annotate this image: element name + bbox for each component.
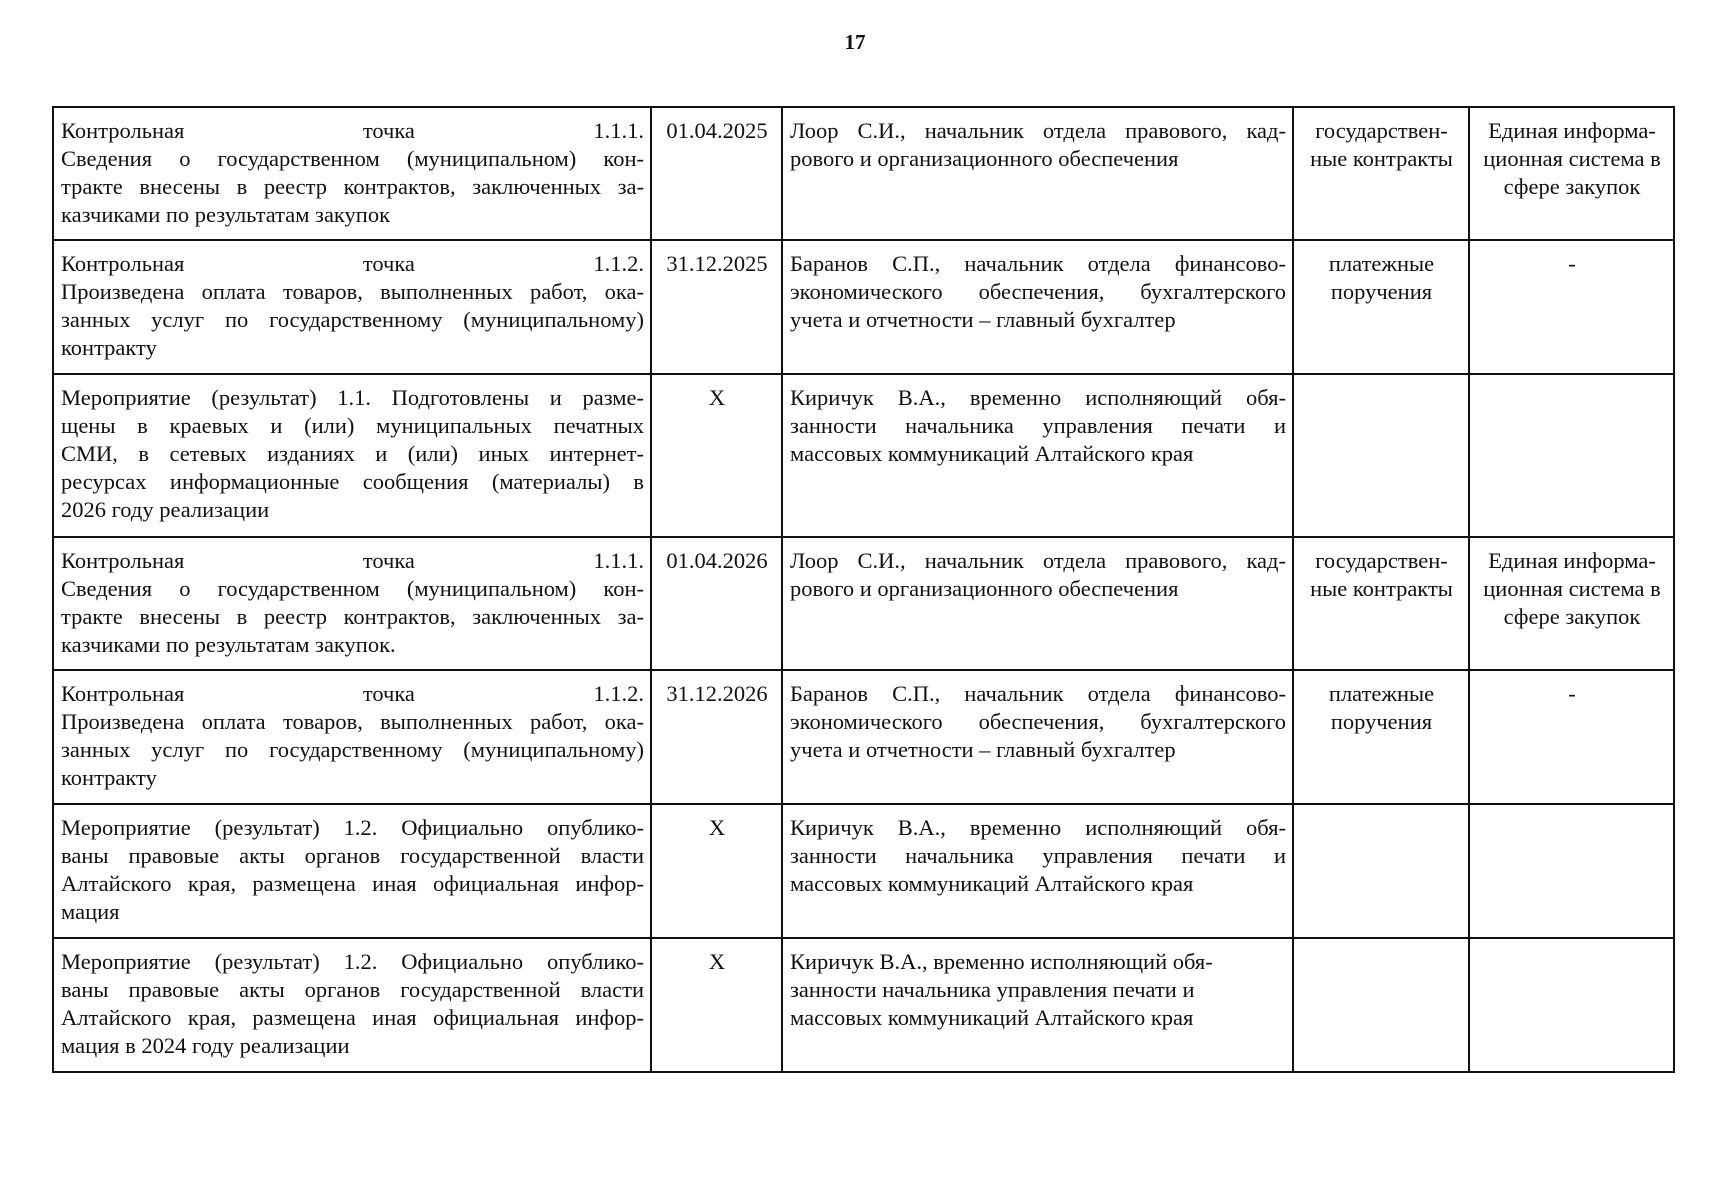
event-name-cell: [53, 804, 651, 938]
responsible-line: Киричук В.А., временно исполняющий обя-: [790, 949, 1213, 974]
deadline-cell: X: [651, 938, 782, 1072]
deadline-cell: 01.04.2026: [651, 537, 782, 670]
document-type-cell: платежные поручения: [1293, 670, 1469, 804]
responsible-cell: [782, 107, 1293, 240]
responsible-line: массовых коммуникаций Алтайского края: [790, 871, 1194, 896]
event-name-line: Алтайского края, размещена иная официальная инфор-: [61, 871, 644, 896]
info-system-cell: Единая информа-ционная система в сфере закупок: [1469, 537, 1674, 670]
responsible-line: занности начальника управления печати и: [790, 843, 1286, 868]
event-name-line: Мероприятие (результат) 1.2. Официально опублико-: [61, 815, 644, 840]
event-name-line: мация: [61, 899, 120, 924]
event-name-line: щены в краевых и (или) муниципальных печатных: [61, 413, 644, 438]
event-name-cell: [53, 537, 651, 670]
table-row: [53, 240, 1674, 374]
info-system-cell: [1469, 938, 1674, 1072]
event-name-line: казчиками по результатам закупок: [61, 202, 391, 227]
responsible-line: Лоор С.И., начальник отдела правового, кад-: [790, 548, 1286, 573]
event-name-line: Контрольная точка 1.1.1.: [61, 118, 644, 143]
event-name-line: Алтайского края, размещена иная официальная инфор-: [61, 1005, 644, 1030]
document-type-cell: [1293, 374, 1469, 537]
responsible-line: учета и отчетности – главный бухгалтер: [790, 737, 1176, 762]
deadline-cell: X: [651, 804, 782, 938]
responsible-line: Киричук В.А., временно исполняющий обя-: [790, 815, 1286, 840]
event-name-line: тракте внесены в реестр контрактов, заключенных за-: [61, 604, 644, 629]
event-name-line: Мероприятие (результат) 1.1. Подготовлены и разме-: [61, 385, 644, 410]
event-name-cell: [53, 374, 651, 537]
responsible-line: массовых коммуникаций Алтайского края: [790, 441, 1194, 466]
info-system-cell: -: [1469, 240, 1674, 374]
deadline-cell: 01.04.2025: [651, 107, 782, 240]
event-name-line: мация в 2024 году реализации: [61, 1033, 350, 1058]
page-number: 17: [844, 30, 866, 54]
event-name-line: ресурсах информационные сообщения (материалы) в: [61, 469, 644, 494]
responsible-cell: [782, 670, 1293, 804]
event-name-cell: [53, 107, 651, 240]
responsible-cell: [782, 374, 1293, 537]
event-name-line: ваны правовые акты органов государственной власти: [61, 977, 644, 1002]
event-name-line: тракте внесены в реестр контрактов, заключенных за-: [61, 174, 644, 199]
table-row: [53, 938, 1674, 1072]
event-name-line: контракту: [61, 335, 157, 360]
event-name-line: казчиками по результатам закупок.: [61, 632, 396, 657]
responsible-cell: [782, 804, 1293, 938]
responsible-cell: [782, 537, 1293, 670]
event-name-line: Мероприятие (результат) 1.2. Официально опублико-: [61, 949, 644, 974]
event-name-cell: [53, 240, 651, 374]
responsible-line: учета и отчетности – главный бухгалтер: [790, 307, 1176, 332]
event-name-cell: [53, 670, 651, 804]
responsible-line: рового и организационного обеспечения: [790, 576, 1179, 601]
table-row: [53, 107, 1674, 240]
event-name-line: Произведена оплата товаров, выполненных работ, ока-: [61, 709, 644, 734]
event-name-line: контракту: [61, 765, 157, 790]
responsible-line: экономического обеспечения, бухгалтерского: [790, 709, 1286, 734]
responsible-line: Баранов С.П., начальник отдела финансово-: [790, 251, 1286, 276]
responsible-line: занности начальника управления печати и: [790, 977, 1195, 1002]
table-row: [53, 804, 1674, 938]
event-name-line: СМИ, в сетевых изданиях и (или) иных интернет-: [61, 441, 644, 466]
responsible-line: экономического обеспечения, бухгалтерского: [790, 279, 1286, 304]
info-system-cell: [1469, 804, 1674, 938]
event-name-line: Контрольная точка 1.1.2.: [61, 251, 644, 276]
document-type-cell: [1293, 938, 1469, 1072]
document-type-cell: государствен-ные контракты: [1293, 537, 1469, 670]
responsible-line: рового и организационного обеспечения: [790, 146, 1179, 171]
table-row: [53, 374, 1674, 537]
info-system-cell: -: [1469, 670, 1674, 804]
responsible-line: массовых коммуникаций Алтайского края: [790, 1005, 1194, 1030]
event-name-line: Контрольная точка 1.1.2.: [61, 681, 644, 706]
event-name-line: Сведения о государственном (муниципальном) кон-: [61, 576, 644, 601]
event-name-line: Произведена оплата товаров, выполненных работ, ока-: [61, 279, 644, 304]
event-name-line: Сведения о государственном (муниципальном) кон-: [61, 146, 644, 171]
document-type-cell: [1293, 804, 1469, 938]
event-name-line: Контрольная точка 1.1.1.: [61, 548, 644, 573]
event-name-line: занных услуг по государственному (муниципальному): [61, 307, 644, 332]
responsible-cell: [782, 240, 1293, 374]
info-system-cell: [1469, 374, 1674, 537]
document-type-cell: платежные поручения: [1293, 240, 1469, 374]
event-name-line: занных услуг по государственному (муниципальному): [61, 737, 644, 762]
deadline-cell: 31.12.2026: [651, 670, 782, 804]
responsible-cell: [782, 938, 1293, 1072]
event-name-line: ваны правовые акты органов государственной власти: [61, 843, 644, 868]
document-type-cell: государствен-ные контракты: [1293, 107, 1469, 240]
event-name-cell: [53, 938, 651, 1072]
info-system-cell: Единая информа-ционная система в сфере закупок: [1469, 107, 1674, 240]
deadline-cell: 31.12.2025: [651, 240, 782, 374]
table-row: [53, 537, 1674, 670]
responsible-line: Баранов С.П., начальник отдела финансово-: [790, 681, 1286, 706]
plan-table: [52, 106, 1675, 1073]
event-name-line: 2026 году реализации: [61, 497, 270, 522]
responsible-line: Киричук В.А., временно исполняющий обя-: [790, 385, 1286, 410]
responsible-line: занности начальника управления печати и: [790, 413, 1286, 438]
table-row: [53, 670, 1674, 804]
deadline-cell: X: [651, 374, 782, 537]
responsible-line: Лоор С.И., начальник отдела правового, кад-: [790, 118, 1286, 143]
